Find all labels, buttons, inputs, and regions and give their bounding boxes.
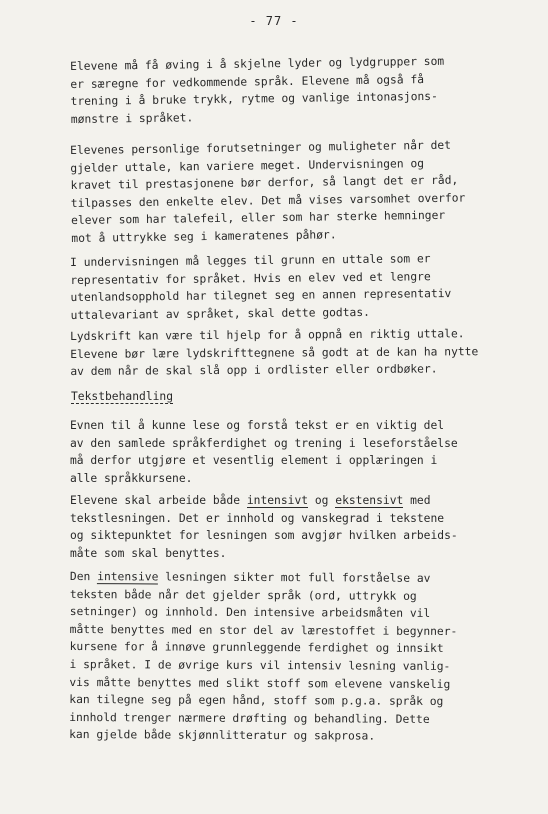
text-line: innhold trenger nærmere drøfting og behandling. Dette	[69, 710, 430, 726]
text-line: måte som skal benyttes.	[70, 546, 227, 560]
paragraph-reading-comprehension	[70, 417, 510, 487]
text-run: Elevene skal arbeide både	[70, 494, 247, 507]
text-line: er særegne for vedkommende språk. Elevene må også få	[70, 72, 425, 91]
heading-text: Tekstbehandling	[71, 390, 174, 403]
text-line: utenlandsopphold har tilegnet seg en annen representativ	[70, 287, 452, 305]
page-number: - 77 -	[249, 14, 299, 28]
text-line: Elevene må få øving i å skjelne lyder og lydgrupper som	[70, 54, 445, 73]
paragraph-representative-pronunciation	[70, 249, 511, 324]
text-line: kan gjelde både skjønnlitteratur og sakprosa.	[69, 728, 376, 743]
text-line: måtte benyttes med en stor del av lærestoffet i begynner-	[69, 622, 458, 638]
text-line: alle språkkursene.	[70, 471, 193, 485]
section-heading	[71, 388, 173, 405]
text-run: lesningen sikter mot full forståelse av	[158, 570, 431, 585]
text-line: representativ for språket. Hvis en elev ved et lengre	[70, 269, 431, 287]
text-line: mønstre i språket.	[70, 111, 194, 126]
text-line: kravet til prestasjonene bør derfor, så langt det er råd,	[70, 173, 459, 193]
text-line: tekstlesningen. Det er innhold og vanskegrad i tekstene	[70, 511, 445, 525]
text-line: elever som har talefeil, eller som har sterke hemninger	[71, 209, 446, 228]
text-line: Elevene bør lære lydskrifttegnene så godt at de kan ha nytte	[70, 344, 479, 361]
text-line: i språket. I de øvrige kurs vil intensiv lesning vanlig-	[69, 657, 451, 673]
text-line: Lydskrift kan være til hjelp for å oppnå en riktig uttale.	[70, 327, 465, 343]
paragraph-intensive-reading	[69, 568, 510, 746]
paragraph-intensive-extensive	[70, 492, 510, 562]
text-line: av dem når de skal slå opp i ordlister eller ordbøker.	[70, 362, 438, 379]
text-line: vis måtte benyttes med slikt stoff som elevene vanskelig	[69, 675, 451, 691]
underlined-word: ekstensivt	[335, 494, 404, 507]
text-line: teksten både når det gjelder språk (ord, uttrykk og	[69, 587, 417, 603]
paragraph-phonetic-script	[70, 325, 510, 381]
text-line	[70, 568, 510, 588]
text-line: Evnen til å kunne lese og forstå tekst er en viktig del	[70, 419, 445, 432]
text-line: I undervisningen må legges til grunn en uttale som er	[70, 252, 431, 269]
text-line: mot å uttrykke seg i kameratenes påhør.	[71, 228, 337, 245]
paragraph-pronunciation-practice	[70, 52, 511, 129]
text-run: Den	[69, 570, 98, 584]
text-line: Elevenes personlige forutsetninger og muligheter når det	[70, 138, 452, 157]
text-line: setninger) og innhold. Den intensive arbeidsmåten vil	[69, 605, 431, 621]
text-line	[70, 492, 510, 510]
text-line: må derfor utgjøre et vesentlig element i opplæringen i	[70, 454, 438, 468]
text-run: med	[403, 494, 431, 507]
text-line: og siktepunktet for lesningen som avgjør hvilken arbeids-	[70, 529, 458, 543]
text-run: og	[308, 494, 336, 507]
underlined-word: intensive	[97, 570, 159, 584]
text-line: kan tilegne seg på egen hånd, stoff som p.g.a. språk og	[69, 693, 444, 709]
paragraph-personal-prerequisites	[70, 136, 511, 248]
text-line: trening i å bruke trykk, rytme og vanlige intonasjons-	[70, 90, 438, 109]
underlined-word: intensivt	[246, 494, 309, 507]
text-line: gjelder uttale, kan variere meget. Undervisningen og	[70, 156, 425, 175]
text-line: uttalevariant av språket, skal dette godtas.	[70, 305, 370, 322]
text-line: tilpasses den enkelte elev. Det må vises varsomhet overfor	[70, 191, 466, 210]
text-line: kursene for å innøve grunnleggende ferdighet og innsikt	[69, 640, 444, 656]
text-line: av den samlede språkferdighet og trening i leseforståelse	[70, 436, 458, 450]
